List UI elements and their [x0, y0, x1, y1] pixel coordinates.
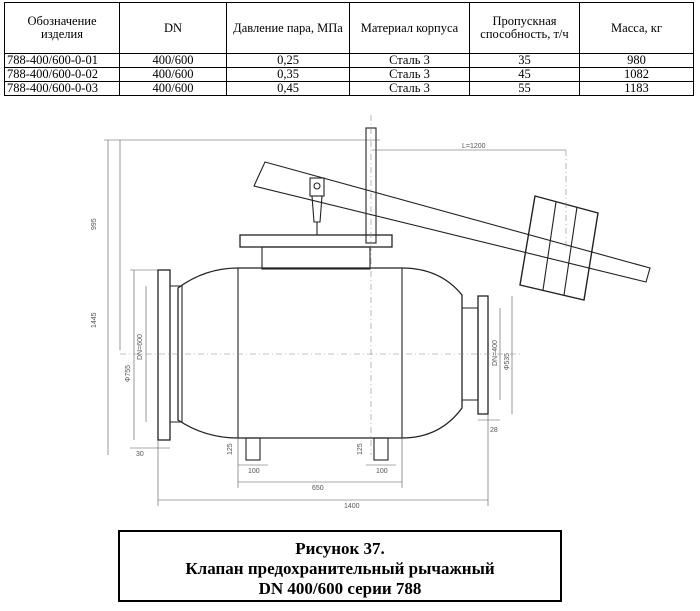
cell: 0,45 [227, 82, 350, 96]
col-header: Давление пара, МПа [227, 3, 350, 54]
table-row [5, 82, 694, 96]
dim-dn-out: DN=400 [492, 340, 499, 366]
outlet-flange [478, 296, 488, 414]
cell: 980 [580, 54, 694, 68]
cell: 35 [470, 54, 580, 68]
cell: 400/600 [120, 54, 227, 68]
dim-flange-in: 30 [136, 451, 144, 458]
cell: Сталь 3 [350, 82, 470, 96]
dimension-lines [104, 140, 566, 506]
dim-foot-h2: 125 [357, 443, 364, 455]
dim-d-out: Ф535 [504, 352, 511, 370]
cell: 55 [470, 82, 580, 96]
dim-height-total: 1445 [91, 312, 98, 328]
cell: 1183 [580, 82, 694, 96]
cell: Сталь 3 [350, 54, 470, 68]
table-row [5, 68, 694, 82]
cell: 788-400/600-0-03 [5, 82, 120, 96]
inlet-flange [158, 270, 170, 440]
valve-body [178, 268, 462, 438]
col-header: Пропускная способность, т/ч [470, 3, 580, 54]
col-header: Масса, кг [580, 3, 694, 54]
foot-left [246, 438, 260, 460]
cell: 0,25 [227, 54, 350, 68]
dim-foot-w2: 100 [376, 468, 388, 475]
caption-line-2: Клапан предохранительный рычажный [185, 559, 495, 578]
spring [312, 196, 322, 222]
center-lines [120, 115, 566, 455]
dim-flange-out: 28 [490, 427, 498, 434]
dim-dn-in: DN=600 [137, 334, 144, 360]
caption-line-1: Рисунок 37. [295, 539, 385, 558]
pivot-pin [314, 183, 320, 189]
dim-total-len: 1400 [344, 503, 360, 510]
foot-right [374, 438, 388, 460]
dim-height-top: 995 [91, 218, 98, 230]
caption-line-3: DN 400/600 серии 788 [258, 579, 422, 598]
dim-foot-w1: 100 [248, 468, 260, 475]
weight-plate-line [543, 202, 556, 290]
dim-lever: L=1200 [462, 143, 486, 150]
counterweight [520, 196, 598, 300]
cell: 45 [470, 68, 580, 82]
cell: 0,35 [227, 68, 350, 82]
lever-arm [254, 162, 650, 282]
col-header: Материал корпуса [350, 3, 470, 54]
valve-drawing [0, 110, 700, 520]
cell: 400/600 [120, 82, 227, 96]
cell: 1082 [580, 68, 694, 82]
col-header: Обозначение изделия [5, 3, 120, 54]
cell: Сталь 3 [350, 68, 470, 82]
cell: 788-400/600-0-02 [5, 68, 120, 82]
table-header-row [5, 3, 694, 54]
valve-outline [158, 128, 650, 460]
linkage-block [310, 178, 324, 196]
dim-span: 650 [312, 485, 324, 492]
cell: 400/600 [120, 68, 227, 82]
bonnet-flange [240, 235, 392, 247]
spec-table [4, 2, 694, 96]
table-row [5, 54, 694, 68]
dim-foot-h1: 125 [227, 443, 234, 455]
bonnet-neck [262, 247, 370, 269]
cell: 788-400/600-0-01 [5, 54, 120, 68]
dim-d-in: Ф755 [125, 364, 132, 382]
col-header: DN [120, 3, 227, 54]
figure-caption [118, 530, 562, 602]
